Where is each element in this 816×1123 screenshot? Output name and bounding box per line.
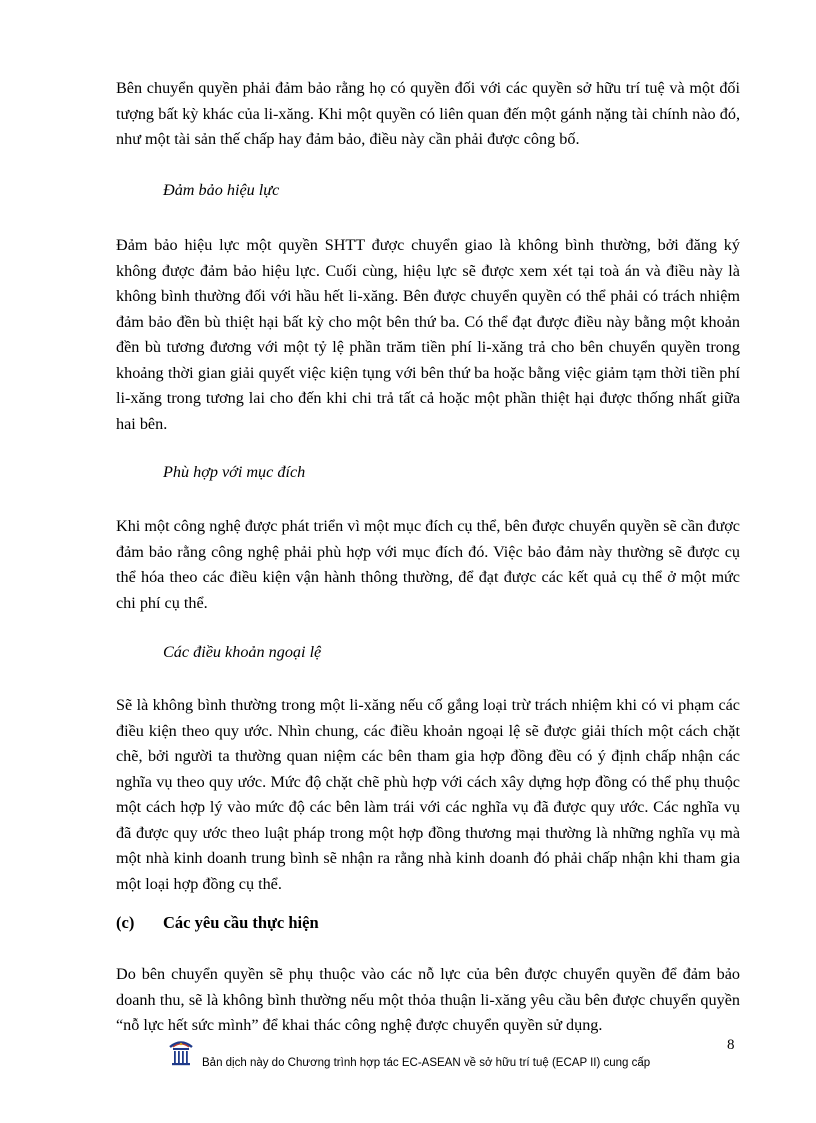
page-number: 8 xyxy=(727,1037,735,1053)
paragraph-fitness: Khi một công nghệ được phát triển vì một mục đích cụ thể, bên được chuyển quyền sẽ cần được đảm bảo rằng công nghệ phải phù hợp với mục đích đó. Việc bảo đảm này thường sẽ được cụ thể hóa theo các điều kiện vận hành thông thường, để đạt được các kết quả cụ thể ở một mức chi phí cụ thể. xyxy=(116,517,740,612)
subheading-validity-guarantee: Đảm bảo hiệu lực xyxy=(163,181,280,199)
paragraph-exclusion: Sẽ là không bình thường trong một li-xăng nếu cố gắng loại trừ trách nhiệm khi có vi phạm các điều kiện theo quy ước. Nhìn chung, các điều khoản ngoại lệ sẽ được giải thích một cách chặt chẽ, bởi người ta thường quan niệm các bên tham gia hợp đồng đều có ý định chấp nhận các nghĩa vụ theo quy ước. Mức độ chặt chẽ phù hợp với cách xây dựng hợp đồng có thể phụ thuộc một cách hợp lý vào mức độ các bên làm trái với các nghĩa vụ đã được quy ước. Các nghĩa vụ đã được quy ước theo luật pháp trong một hợp đồng thương mại thường là những nghĩa vụ mà một nhà kinh doanh trung bình sẽ nhận ra rằng nhà kinh doanh đó phải chấp nhận khi tham gia một loại hợp đồng cụ thể. xyxy=(116,696,740,893)
paragraph-validity: Đảm bảo hiệu lực một quyền SHTT được chuyển giao là không bình thường, bởi đăng ký không được đảm bảo hiệu lực. Cuối cùng, hiệu lực sẽ được xem xét tại toà án và điều này là không bình thường đối với hầu hết li-xăng. Bên được chuyển quyền có thể phải có trách nhiệm đảm bảo đền bù thiệt hại bất kỳ cho một bên thứ ba. Có thể đạt được điều này bằng một khoản đền bù tương đương với một tỷ lệ phần trăm tiền phí li-xăng trả cho bên chuyển quyền trong khoảng thời gian giải quyết việc kiện tụng với bên thứ ba hoặc bằng việc giảm tạm thời tiền phí li-xăng trong tương lai cho đến khi chi trả tất cả hoặc một phần thiệt hại được thống nhất giữa hai bên. xyxy=(116,236,740,433)
footer-text: Bản dịch này do Chương trình hợp tác EC-ASEAN về sở hữu trí tuệ (ECAP II) cung cấp xyxy=(202,1057,651,1069)
subheading-exclusion-clauses: Các điều khoản ngoại lệ xyxy=(163,643,322,661)
section-title: Các yêu cầu thực hiện xyxy=(163,913,319,932)
section-number: (c) xyxy=(116,913,135,932)
ecap-logo-icon xyxy=(168,1036,194,1070)
paragraph-rights-ownership: Bên chuyển quyền phải đảm bảo rằng họ có quyền đối với các quyền sở hữu trí tuệ và một đối tượng bất kỳ khác của li-xăng. Khi một quyền có liên quan đến một gánh nặng tài chính nào đó, như một tài sản thế chấp hay đảm bảo, điều này cần phải được công bố. xyxy=(116,79,740,148)
paragraph-performance: Do bên chuyển quyền sẽ phụ thuộc vào các nỗ lực của bên được chuyển quyền để đảm bảo doanh thu, sẽ là không bình thường nếu một thỏa thuận li-xăng yêu cầu bên được chuyển quyền “nỗ lực hết sức mình” để khai thác công nghệ được chuyển quyền sử dụng. xyxy=(116,965,740,1034)
subheading-fitness-for-purpose: Phù hợp với mục đích xyxy=(163,463,306,481)
section-heading xyxy=(116,913,319,933)
